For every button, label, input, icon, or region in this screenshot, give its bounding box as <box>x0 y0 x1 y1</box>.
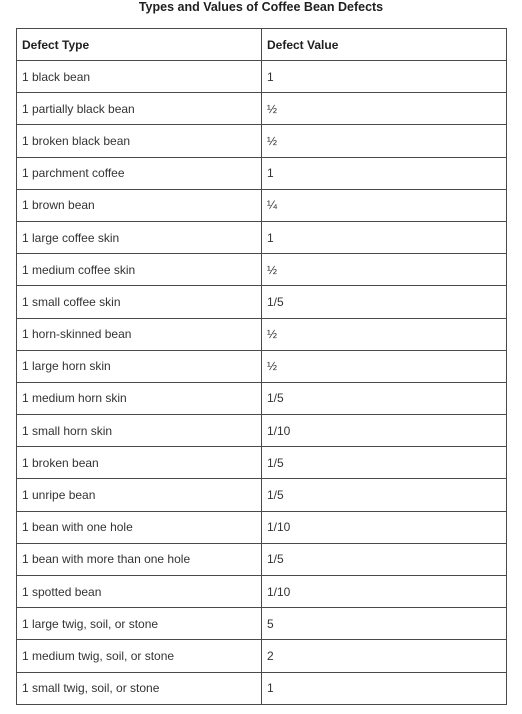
defect-type-cell: 1 small horn skin <box>17 415 262 447</box>
table-row <box>17 189 507 221</box>
defect-value-cell: 1/5 <box>262 382 507 414</box>
defect-type-cell: 1 small coffee skin <box>17 286 262 318</box>
defect-type-cell: 1 medium horn skin <box>17 382 262 414</box>
defect-value-cell: 1 <box>262 61 507 93</box>
table-row <box>17 254 507 286</box>
defect-type-cell: 1 spotted bean <box>17 576 262 608</box>
defect-value-cell: 2 <box>262 640 507 672</box>
defect-value-cell: 1 <box>262 157 507 189</box>
table-row <box>17 543 507 575</box>
defects-table <box>16 28 507 705</box>
header-defect-type: Defect Type <box>17 29 262 61</box>
defect-value-cell: ½ <box>262 125 507 157</box>
defect-type-cell: 1 large coffee skin <box>17 221 262 253</box>
defect-value-cell: 1/5 <box>262 286 507 318</box>
defect-value-cell: 1/5 <box>262 447 507 479</box>
table-row <box>17 640 507 672</box>
defect-type-cell: 1 bean with one hole <box>17 511 262 543</box>
table-row <box>17 447 507 479</box>
defect-type-cell: 1 parchment coffee <box>17 157 262 189</box>
table-row <box>17 576 507 608</box>
table-row <box>17 318 507 350</box>
defect-value-cell: 1 <box>262 672 507 704</box>
table-row <box>17 415 507 447</box>
defect-type-cell: 1 horn-skinned bean <box>17 318 262 350</box>
header-row <box>17 29 507 61</box>
defect-type-cell: 1 large horn skin <box>17 350 262 382</box>
defect-value-cell: ½ <box>262 318 507 350</box>
defect-type-cell: 1 partially black bean <box>17 93 262 125</box>
defect-value-cell: 1 <box>262 221 507 253</box>
defect-value-cell: ½ <box>262 254 507 286</box>
header-defect-value: Defect Value <box>262 29 507 61</box>
defect-type-cell: 1 medium coffee skin <box>17 254 262 286</box>
defect-value-cell: 1/10 <box>262 415 507 447</box>
table-row <box>17 479 507 511</box>
defect-type-cell: 1 small twig, soil, or stone <box>17 672 262 704</box>
table-row <box>17 672 507 704</box>
table-row <box>17 61 507 93</box>
defect-type-cell: 1 brown bean <box>17 189 262 221</box>
defect-value-cell: 5 <box>262 608 507 640</box>
table-title: Types and Values of Coffee Bean Defects <box>138 0 384 14</box>
defect-type-cell: 1 black bean <box>17 61 262 93</box>
defect-type-cell: 1 unripe bean <box>17 479 262 511</box>
defect-value-cell: 1/5 <box>262 543 507 575</box>
defect-value-cell: 1/10 <box>262 576 507 608</box>
table-row <box>17 286 507 318</box>
table-row <box>17 382 507 414</box>
table-row <box>17 350 507 382</box>
table-row <box>17 608 507 640</box>
defect-type-cell: 1 broken black bean <box>17 125 262 157</box>
table-row <box>17 157 507 189</box>
defect-value-cell: 1/5 <box>262 479 507 511</box>
table-row <box>17 221 507 253</box>
defect-value-cell: ¼ <box>262 189 507 221</box>
defect-type-cell: 1 broken bean <box>17 447 262 479</box>
defect-value-cell: ½ <box>262 93 507 125</box>
table-row <box>17 93 507 125</box>
table-row <box>17 511 507 543</box>
defect-value-cell: ½ <box>262 350 507 382</box>
defect-type-cell: 1 medium twig, soil, or stone <box>17 640 262 672</box>
defect-value-cell: 1/10 <box>262 511 507 543</box>
defect-type-cell: 1 large twig, soil, or stone <box>17 608 262 640</box>
defect-type-cell: 1 bean with more than one hole <box>17 543 262 575</box>
table-row <box>17 125 507 157</box>
